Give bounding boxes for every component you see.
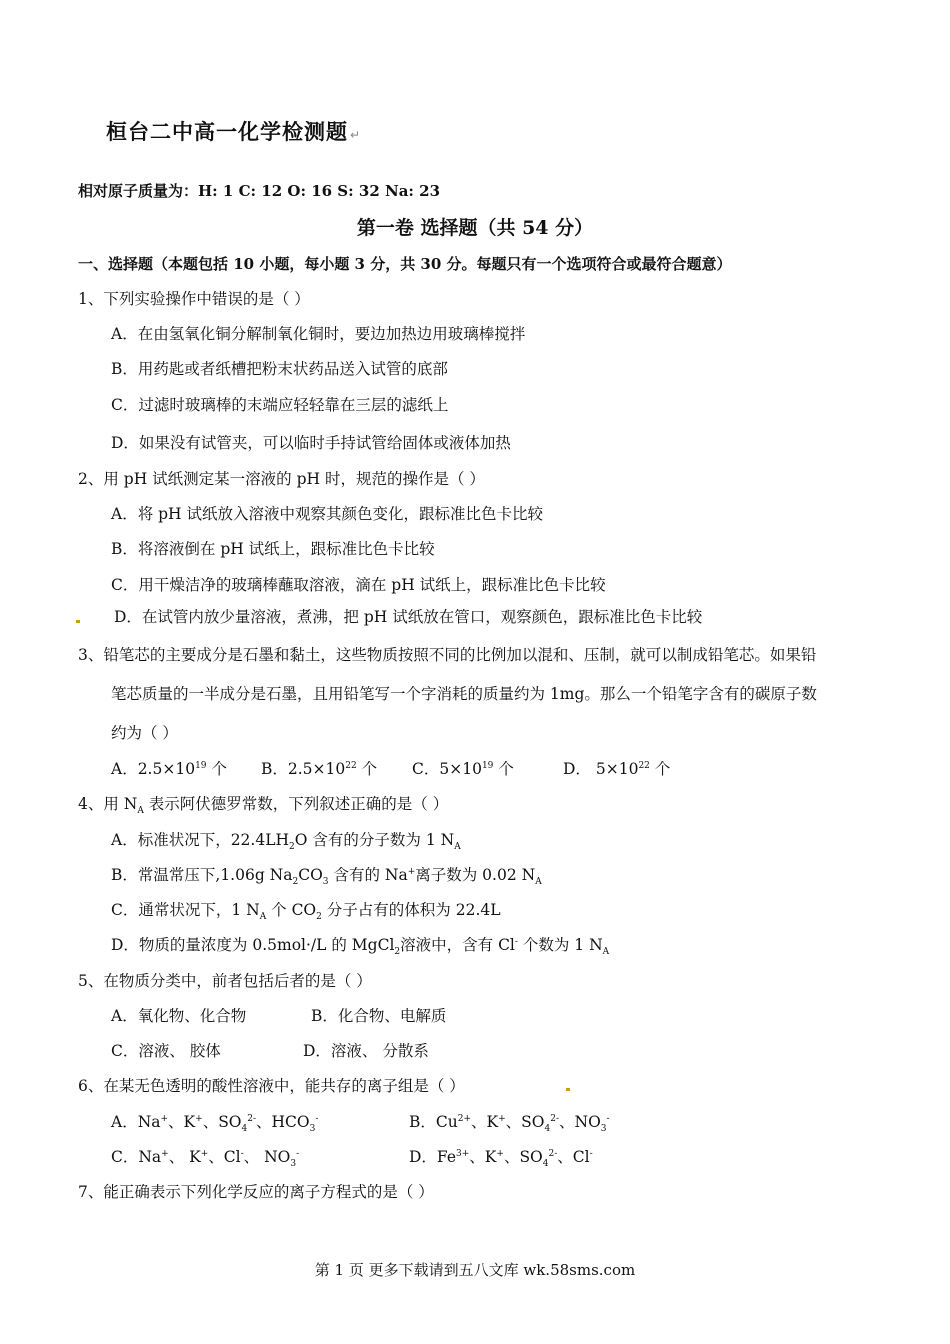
question-5-option-a: A．氧化物、化合物 [111, 1007, 247, 1025]
section-1-title: 第一卷 选择题（共 54 分） [356, 217, 594, 239]
return-mark-icon: ↵ [350, 128, 362, 142]
question-1-option-b: B．用药匙或者纸槽把粉末状药品送入试管的底部 [111, 360, 448, 378]
question-2-option-b: B．将溶液倒在 pH 试纸上，跟标准比色卡比较 [111, 540, 435, 558]
question-5-stem: 5、在物质分类中，前者包括后者的是（ ） [78, 972, 372, 990]
stray-mark [76, 620, 80, 623]
question-6-stem: 6、在某无色透明的酸性溶液中，能共存的离子组是（ ） [78, 1077, 465, 1095]
question-3-option-a: A．$2.5\times 10^{19}$ 个 [111, 760, 227, 778]
page-footer: 第 1 页 更多下载请到五八文库 wk.58sms.com [314, 1261, 636, 1279]
stray-mark [566, 1088, 570, 1091]
question-1-option-a: A．在由氢氧化铜分解制氧化铜时，要边加热边用玻璃棒搅拌 [111, 325, 526, 343]
question-2-stem: 2、用 pH 试纸测定某一溶液的 pH 时，规范的操作是（ ） [78, 470, 485, 488]
atomic-mass-line: 相对原子质量为：H: 1 C: 12 O: 16 S: 32 Na: 23 [78, 182, 441, 200]
question-2-option-c: C．用干燥洁净的玻璃棒蘸取溶液，滴在 pH 试纸上，跟标准比色卡比较 [111, 576, 606, 594]
question-6-option-b: B．$Cu^{2+}$、K+、$SO_4^{2-}$、$NO_3^-$ [409, 1113, 610, 1135]
question-1-stem: 1、下列实验操作中错误的是（ ） [78, 290, 310, 308]
question-3-line-3: 约为（ ） [111, 724, 178, 742]
question-3-line-1: 3、铅笔芯的主要成分是石墨和黏土，这些物质按照不同的比例加以混和、压制，就可以制成铅笔芯。如果铅 [78, 646, 817, 664]
question-4-option-b: B．常温常压下,1.06g $Na_2CO_3$ 含有的 Na+离子数为 0.02 $N_A$ [111, 866, 542, 888]
question-3-option-d: D． $5\times 10^{22}$ 个 [563, 760, 671, 778]
question-7-stem: 7、能正确表示下列化学反应的离子方程式的是（ ） [78, 1183, 434, 1201]
question-1-option-c: C．过滤时玻璃棒的末端应轻轻靠在三层的滤纸上 [111, 396, 449, 414]
exam-title: 桓台二中高一化学检测题 ↵ [106, 120, 362, 144]
question-3-option-c: C．$5\times 10^{19}$ 个 [412, 760, 514, 778]
question-6-option-c: C．Na+、 K+、Cl-、 $NO_3^-$ [111, 1148, 300, 1170]
question-3-line-2: 笔芯质量的一半成分是石墨，且用铅笔写一个字消耗的质量约为 1mg。那么一个铅笔字含有的碳原子数 [111, 685, 817, 703]
question-6-option-d: D．$Fe^{3+}$、K+、$SO_4^{2-}$、Cl- [409, 1148, 593, 1170]
question-4-option-d: D．物质的量浓度为 0.5mol·/L 的 MgCl$_2$溶液中，含有 Cl- 个数为 1 $N_A$ [111, 936, 610, 958]
question-3-option-b: B．$2.5\times 10^{22}$ 个 [261, 760, 378, 778]
question-5-option-d: D．溶液、 分散系 [303, 1042, 429, 1060]
question-4-option-a: A．标准状况下，$22.4LH_2O$ 含有的分子数为 1 $N_A$ [111, 831, 461, 853]
part-1-heading: 一、选择题（本题包括 10 小题，每小题 3 分，共 30 分。每题只有一个选项符合或最符合题意） [78, 255, 732, 273]
question-2-option-d: D．在试管内放少量溶液，煮沸，把 pH 试纸放在管口，观察颜色，跟标准比色卡比较 [114, 608, 703, 626]
question-6-option-a: A．Na+、K+、$SO_4^{2-}$、$HCO_3^-$ [111, 1113, 319, 1135]
question-5-option-b: B．化合物、电解质 [311, 1007, 447, 1025]
question-2-option-a: A．将 pH 试纸放入溶液中观察其颜色变化，跟标准比色卡比较 [111, 505, 543, 523]
question-4-option-c: C．通常状况下，1 $N_A$ 个 $CO_2$ 分子占有的体积为 22.4L [111, 901, 501, 923]
question-5-option-c: C．溶液、 胶体 [111, 1042, 221, 1060]
question-4-stem: 4、用 $N_A$ 表示阿伏德罗常数，下列叙述正确的是（ ） [78, 795, 449, 817]
question-1-option-d: D．如果没有试管夹，可以临时手持试管给固体或液体加热 [111, 434, 511, 452]
